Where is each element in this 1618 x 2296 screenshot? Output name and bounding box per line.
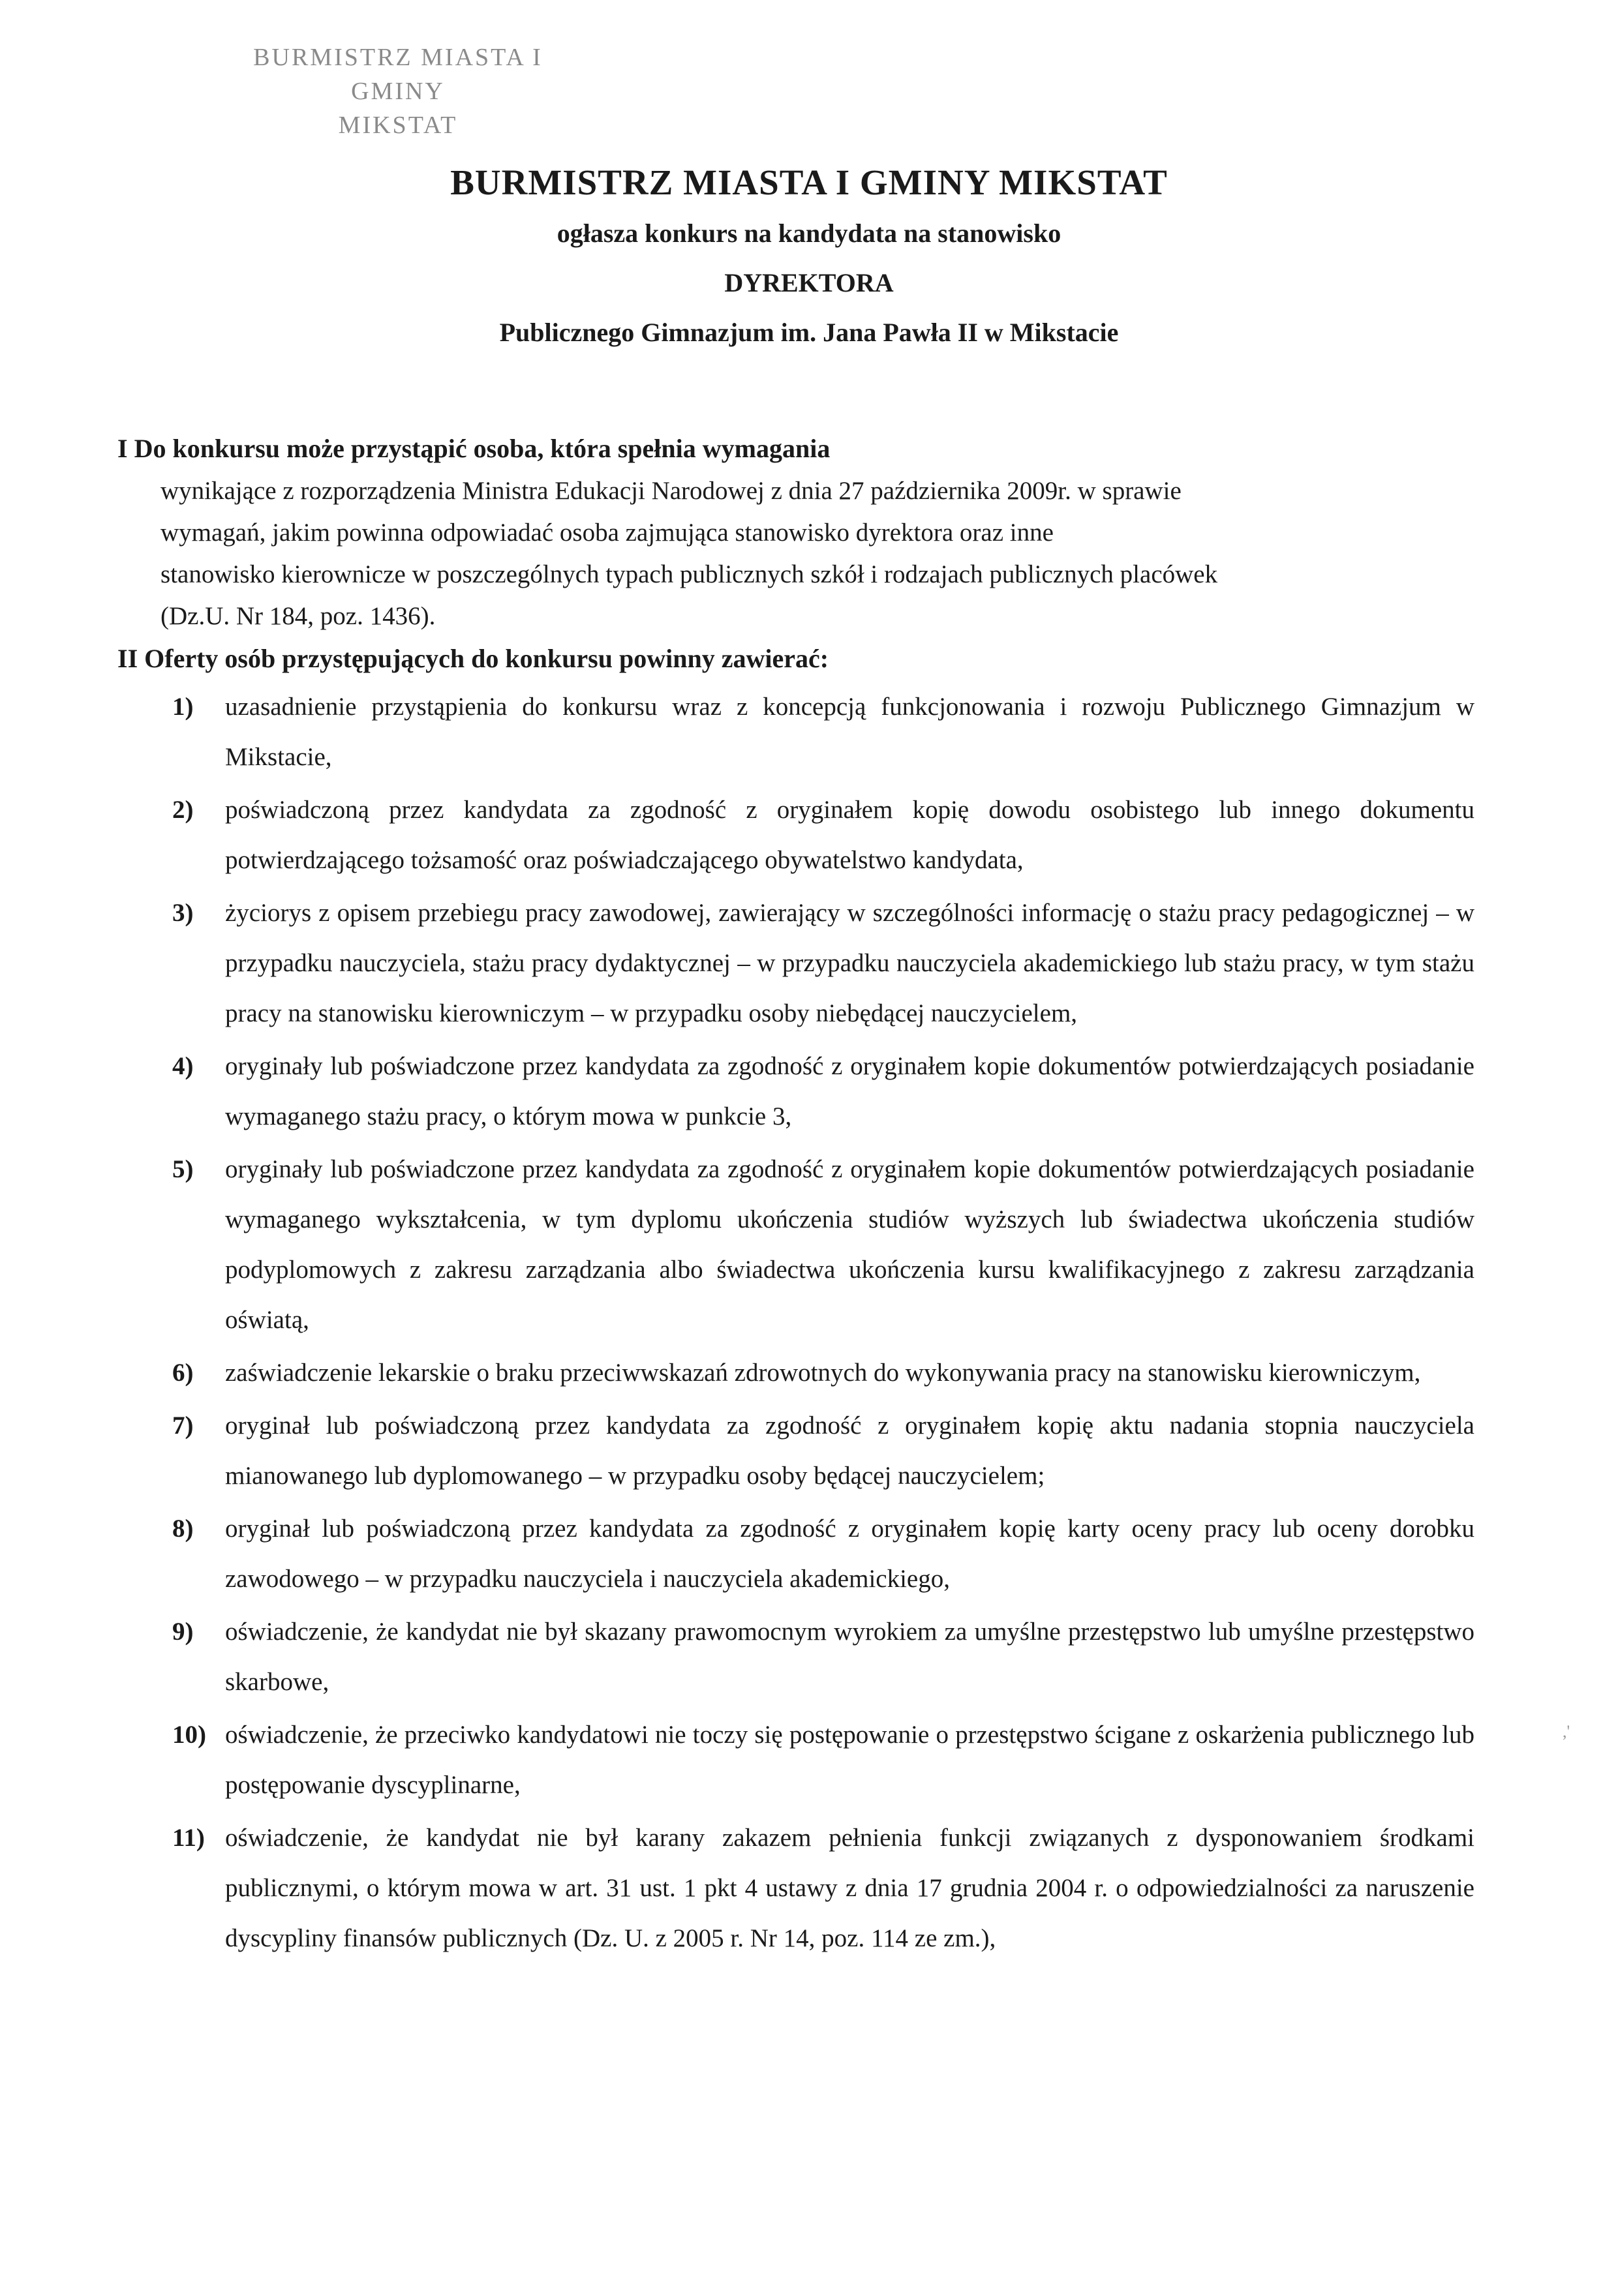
section-1-body	[160, 470, 1474, 637]
list-item-number: 3)	[172, 899, 194, 927]
list-item	[117, 1710, 1474, 1810]
list-item-number: 4)	[172, 1052, 194, 1080]
list-item-text: oryginał lub poświadczoną przez kandydata za zgodność z oryginałem kopię aktu nadania stopnia nauczyciela mianowanego lub dyplomowanego – w przypadku osoby będącej nauczycielem;	[225, 1412, 1474, 1490]
list-item	[117, 785, 1474, 885]
list-item-number: 6)	[172, 1359, 194, 1387]
section-1-line: (Dz.U. Nr 184, poz. 1436).	[160, 602, 436, 630]
header-line-1: ogłasza konkurs na kandydata na stanowisko	[557, 219, 1061, 248]
list-item	[117, 1813, 1474, 1963]
section-1-line: stanowisko kierownicze w poszczególnych typach publicznych szkół i rodzajach publicznych placówek	[160, 560, 1218, 588]
document-header	[0, 157, 1618, 357]
scan-mark: ,'	[1563, 1722, 1570, 1741]
header-line-2: DYREKTORA	[724, 268, 894, 297]
header-line-3: Publicznego Gimnazjum im. Jana Pawła II w Mikstacie	[499, 318, 1119, 347]
list-item	[117, 1607, 1474, 1707]
list-item-text: życiorys z opisem przebiegu pracy zawodowej, zawierający w szczególności informację o stażu pracy pedagogicznej – w przypadku nauczyciela, stażu pracy dydaktycznej – w przypadku nauczyciela akademickiego lub stażu pracy, w tym stażu pracy na stanowisku kierowniczym – w przypadku osoby niebędącej nauczycielem,	[225, 899, 1474, 1027]
list-item-number: 8)	[172, 1515, 194, 1543]
list-item	[117, 1348, 1474, 1398]
list-item-text: oświadczenie, że przeciwko kandydatowi nie toczy się postępowanie o przestępstwo ścigane z oskarżenia publicznego lub postępowanie dyscyplinarne,	[225, 1721, 1474, 1799]
list-item-text: poświadczoną przez kandydata za zgodność z oryginałem kopię dowodu osobistego lub innego dokumentu potwierdzającego tożsamość oraz poświadczającego obywatelstwo kandydata,	[225, 796, 1474, 874]
list-item-number: 5)	[172, 1155, 194, 1183]
list-item-text: uzasadnienie przystąpienia do konkursu wraz z koncepcją funkcjonowania i rozwoju Publicznego Gimnazjum w Mikstacie,	[225, 693, 1474, 771]
list-item	[117, 682, 1474, 782]
section-1-heading: I Do konkursu może przystąpić osoba, która spełnia wymagania	[117, 434, 831, 463]
list-item-number: 2)	[172, 796, 194, 824]
list-item-number: 9)	[172, 1618, 194, 1646]
stamp	[215, 40, 581, 142]
list-item-text: oryginał lub poświadczoną przez kandydata za zgodność z oryginałem kopię karty oceny pracy lub oceny dorobku zawodowego – w przypadku nauczyciela i nauczyciela akademickiego,	[225, 1515, 1474, 1593]
stamp-line-1: BURMISTRZ MIASTA I GMINY	[253, 44, 543, 105]
list-item-number: 11)	[172, 1824, 205, 1852]
list-item-text: oświadczenie, że kandydat nie był skazany prawomocnym wyrokiem za umyślne przestępstwo lub umyślne przestępstwo skarbowe,	[225, 1618, 1474, 1696]
list-item-text: oryginały lub poświadczone przez kandydata za zgodność z oryginałem kopie dokumentów potwierdzających posiadanie wymaganego wykształcenia, w tym dyplomu ukończenia studiów wyższych lub świadectwa ukończenia studiów podyplomowych z zakresu zarządzania albo świadectwa ukończenia kursu kwalifikacyjnego z zakresu zarządzania oświatą,	[225, 1155, 1474, 1334]
list-item	[117, 888, 1474, 1038]
list-item-text: zaświadczenie lekarskie o braku przeciwwskazań zdrowotnych do wykonywania pracy na stanowisku kierowniczym,	[225, 1359, 1421, 1387]
list-item	[117, 1503, 1474, 1604]
list-item-text: oświadczenie, że kandydat nie był karany zakazem pełnienia funkcji związanych z dysponowaniem środkami publicznymi, o którym mowa w art. 31 ust. 1 pkt 4 ustawy z dnia 17 grudnia 2004 r. o odpowiedzialności za naruszenie dyscypliny finansów publicznych (Dz. U. z 2005 r. Nr 14, poz. 114 ze zm.),	[225, 1824, 1474, 1952]
list-item-number: 1)	[172, 693, 194, 721]
list-item	[117, 1144, 1474, 1345]
section-1-line: wymagań, jakim powinna odpowiadać osoba zajmująca stanowisko dyrektora oraz inne	[160, 519, 1054, 547]
requirements-list	[117, 682, 1474, 1963]
list-item-number: 10)	[172, 1721, 206, 1749]
list-item	[117, 1400, 1474, 1501]
list-item-text: oryginały lub poświadczone przez kandydata za zgodność z oryginałem kopie dokumentów potwierdzających posiadanie wymaganego stażu pracy, o którym mowa w punkcie 3,	[225, 1052, 1474, 1130]
document-body	[117, 427, 1474, 1966]
list-item-number: 7)	[172, 1412, 194, 1440]
section-1-line: wynikające z rozporządzenia Ministra Edukacji Narodowej z dnia 27 października 2009r. w sprawie	[160, 477, 1182, 505]
section-2-heading: II Oferty osób przystępujących do konkursu powinny zawierać:	[117, 644, 829, 673]
document-title: BURMISTRZ MIASTA I GMINY MIKSTAT	[450, 162, 1168, 202]
list-item	[117, 1041, 1474, 1141]
stamp-line-2: MIKSTAT	[338, 112, 458, 139]
